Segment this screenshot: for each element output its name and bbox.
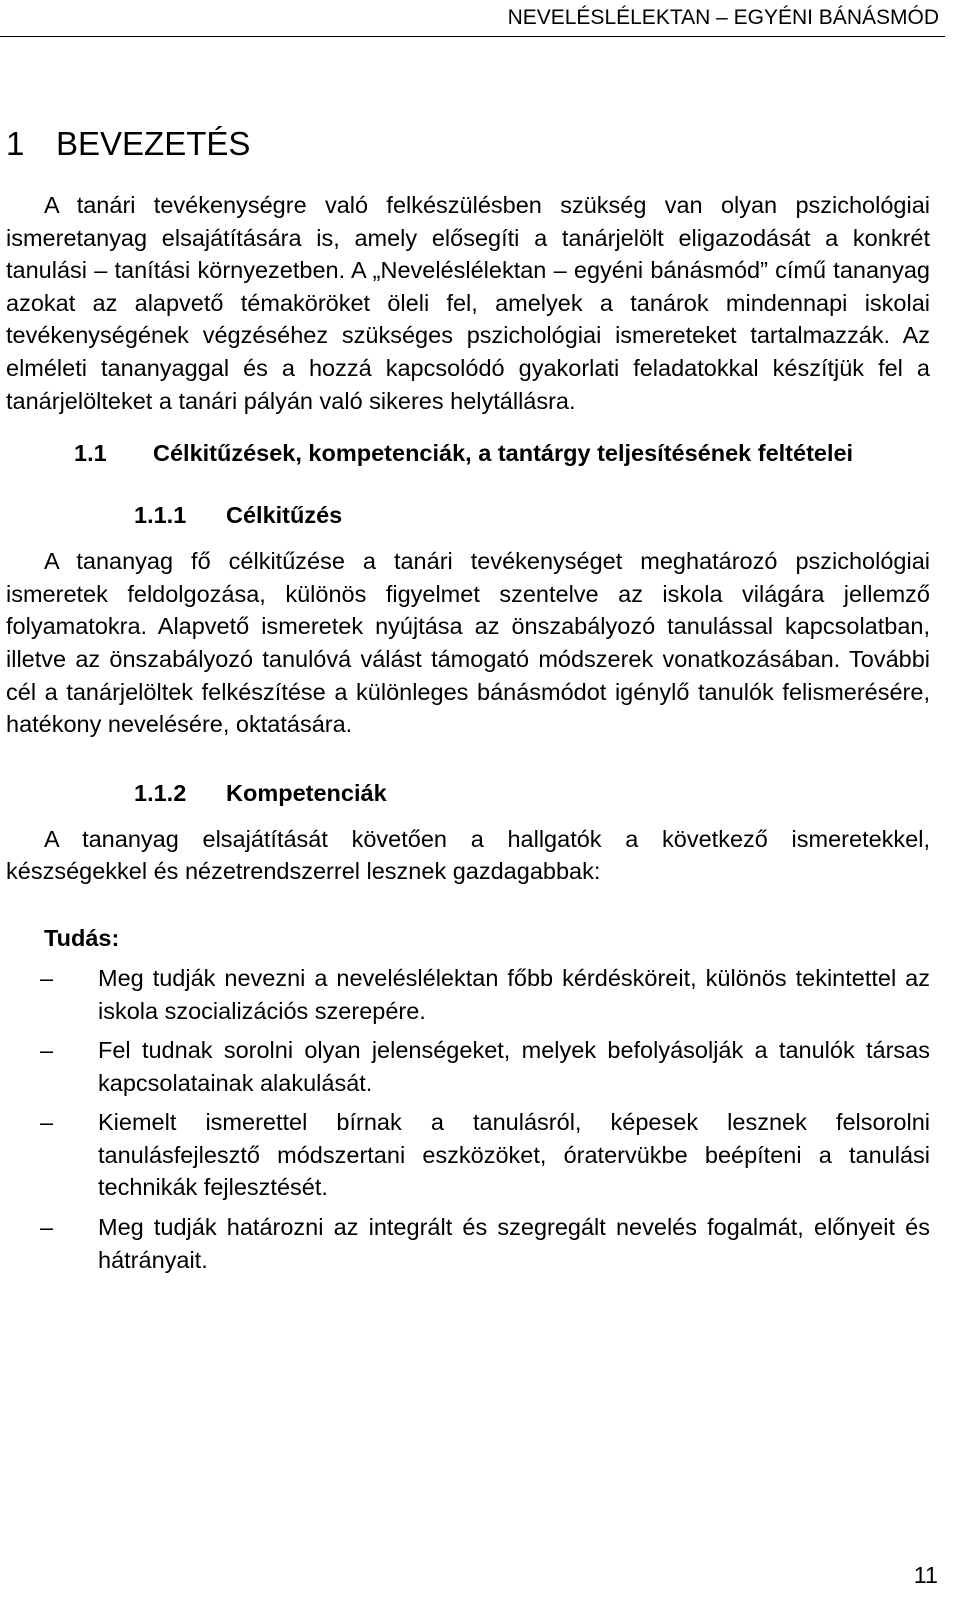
subsection-number: 1.1.2	[134, 779, 187, 806]
chapter-intro-paragraph: A tanári tevékenységre való felkészülésben szükség van olyan pszichológiai ismeretanyag elsajátítására is, amely elősegíti a tanárjelölt eligazodását a konkrét tanulási – tanítási környezetben. A „Neveléslélektan – egyéni bánásmód” című tananyag azokat az alapvető témaköröket öleli fel, amelyek a tanárok mindennapi iskolai tevékenységének végzéséhez szükséges pszichológiai ismereteket tartalmazzák. Az elméleti tananyaggal és a hozzá kapcsolódó gyakorlati feladatokkal készítjük fel a tanárjelölteket a tanári pályán való sikeres helytállásra.	[6, 192, 930, 414]
list-item	[6, 1106, 930, 1204]
dash-bullet: –	[40, 1109, 54, 1136]
section-title: Célkitűzések, kompetenciák, a tantárgy teljesítésének feltételei	[153, 440, 854, 467]
knowledge-label: Tudás:	[44, 924, 120, 951]
list-item	[6, 1034, 930, 1099]
chapter-title: BEVEZETÉS	[56, 125, 251, 162]
subsection-heading-1-1-2	[6, 775, 930, 811]
objective-paragraph: A tananyag fő célkitűzése a tanári tevékenységet meghatározó pszichológiai ismeretek feldolgozása, különös figyelmet szentelve az iskola világára jellemző folyamatokra. Alapvető ismeretek nyújtása az önszabályozó tanulással kapcsolatban, illetve az önszabályozó tanulóvá válást támogató módszerek vonatkozásában. További cél a tanárjelöltek felkészítése a különleges bánásmódot igénylő tanulók felismerésére, hatékony nevelésére, oktatására.	[6, 548, 930, 738]
page-number: 11	[913, 1562, 938, 1588]
dash-bullet: –	[40, 1037, 54, 1064]
subsection-title: Kompetenciák	[226, 779, 387, 806]
list-item-text: Meg tudják nevezni a neveléslélektan főbb kérdésköreit, különös tekintettel az iskola szocializációs szerepére.	[98, 964, 930, 1024]
running-header	[0, 0, 945, 37]
competencies-paragraph: A tananyag elsajátítását követően a hallgatók a következő ismeretekkel, készségekkel és nézetrendszerrel lesznek gazdagabbak:	[6, 825, 930, 885]
list-item	[6, 1211, 930, 1276]
list-item	[6, 962, 930, 1027]
section-heading-1-1	[6, 435, 930, 471]
section-number: 1.1	[74, 440, 107, 467]
list-item-text: Kiemelt ismerettel bírnak a tanulásról, képesek lesznek felsorolni tanulásfejlesztő módszertani eszközöket, óratervükbe beépíteni a tanulási technikák fejlesztését.	[98, 1109, 930, 1201]
list-item-text: Fel tudnak sorolni olyan jelenségeket, melyek befolyásolják a tanulók társas kapcsolatainak alakulását.	[98, 1037, 930, 1096]
subsection-heading-1-1-1	[6, 497, 930, 533]
dash-bullet: –	[40, 964, 54, 991]
subsection-title: Célkitűzés	[226, 502, 343, 529]
chapter-number: 1	[6, 125, 25, 162]
page-content	[6, 123, 930, 1283]
running-header-title: NEVELÉSLÉLEKTAN – EGYÉNI BÁNÁSMÓD	[507, 6, 939, 29]
dash-bullet: –	[40, 1214, 54, 1241]
list-item-text: Meg tudják határozni az integrált és szegregált nevelés fogalmát, előnyeit és hátrányait.	[98, 1214, 930, 1273]
chapter-heading	[6, 123, 930, 165]
knowledge-list	[6, 962, 930, 1276]
subsection-number: 1.1.1	[134, 502, 187, 529]
